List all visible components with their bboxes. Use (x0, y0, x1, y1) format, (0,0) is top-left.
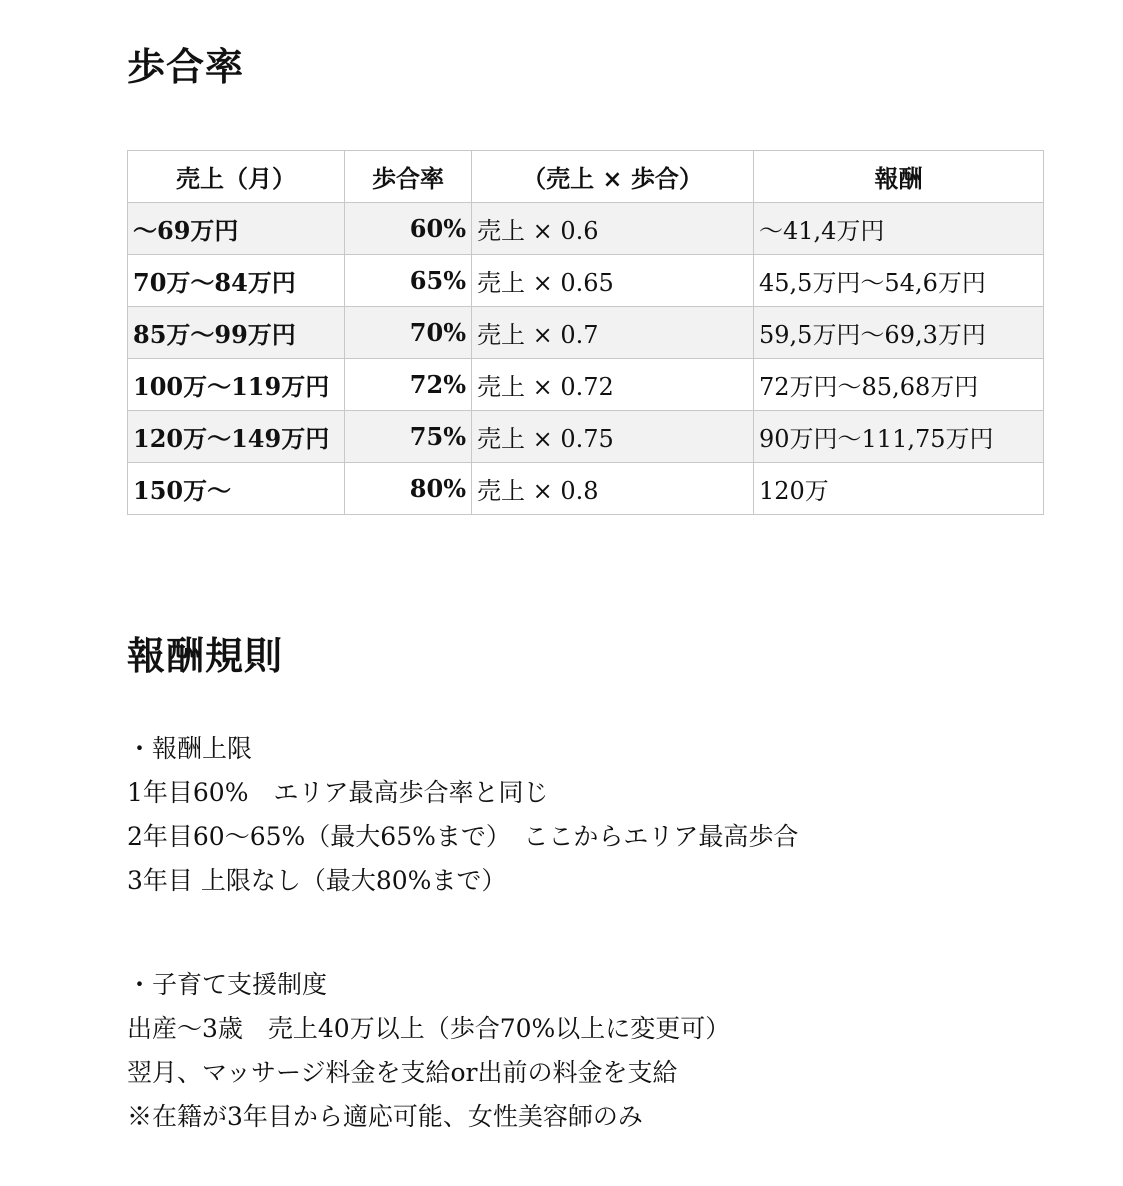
rate-section-title: 歩合率 (127, 44, 245, 89)
cell-sales: 120万〜149万円 (128, 411, 345, 463)
childcare-support-block (127, 963, 1027, 1139)
cell-sales: 100万〜119万円 (128, 359, 345, 411)
table-row (128, 359, 1044, 411)
cell-sales: 70万〜84万円 (128, 255, 345, 307)
cell-rate: 70% (345, 307, 472, 359)
cell-rate: 80% (345, 463, 472, 515)
cell-rate: 65% (345, 255, 472, 307)
cell-formula: 売上 × 0.6 (472, 203, 754, 255)
reward-limit-heading: ・報酬上限 (127, 734, 253, 763)
cell-formula: 売上 × 0.75 (472, 411, 754, 463)
table-header-row (128, 151, 1044, 203)
cell-sales: 150万〜 (128, 463, 345, 515)
header-reward: 報酬 (754, 151, 1044, 203)
cell-formula: 売上 × 0.8 (472, 463, 754, 515)
rules-section-title: 報酬規則 (127, 633, 284, 678)
reward-limit-line: 2年目60〜65%（最大65%まで） ここからエリア最高歩合 (127, 822, 799, 851)
cell-reward: 90万円〜111,75万円 (754, 411, 1044, 463)
table-row (128, 307, 1044, 359)
reward-limit-line: 1年目60% エリア最高歩合率と同じ (127, 778, 549, 807)
cell-rate: 60% (345, 203, 472, 255)
childcare-line: ※在籍が3年目から適応可能、女性美容師のみ (127, 1102, 643, 1131)
table-row (128, 463, 1044, 515)
cell-reward: 72万円〜85,68万円 (754, 359, 1044, 411)
childcare-line: 出産〜3歳 売上40万以上（歩合70%以上に変更可） (127, 1014, 731, 1043)
cell-sales: 85万〜99万円 (128, 307, 345, 359)
reward-limit-block (127, 727, 1027, 903)
commission-rate-table (127, 150, 1044, 515)
cell-formula: 売上 × 0.65 (472, 255, 754, 307)
table-row (128, 255, 1044, 307)
header-formula: （売上 × 歩合） (472, 151, 754, 203)
cell-reward: 59,5万円〜69,3万円 (754, 307, 1044, 359)
header-sales: 売上（月） (128, 151, 345, 203)
header-rate: 歩合率 (345, 151, 472, 203)
cell-rate: 75% (345, 411, 472, 463)
reward-limit-line: 3年目 上限なし（最大80%まで） (127, 866, 507, 895)
cell-reward: 45,5万円〜54,6万円 (754, 255, 1044, 307)
cell-reward: 120万 (754, 463, 1044, 515)
cell-rate: 72% (345, 359, 472, 411)
cell-formula: 売上 × 0.72 (472, 359, 754, 411)
table-row (128, 203, 1044, 255)
cell-sales: 〜69万円 (128, 203, 345, 255)
cell-formula: 売上 × 0.7 (472, 307, 754, 359)
childcare-line: 翌月、マッサージ料金を支給or出前の料金を支給 (127, 1058, 678, 1087)
childcare-heading: ・子育て支援制度 (127, 970, 328, 999)
table-row (128, 411, 1044, 463)
cell-reward: 〜41,4万円 (754, 203, 1044, 255)
